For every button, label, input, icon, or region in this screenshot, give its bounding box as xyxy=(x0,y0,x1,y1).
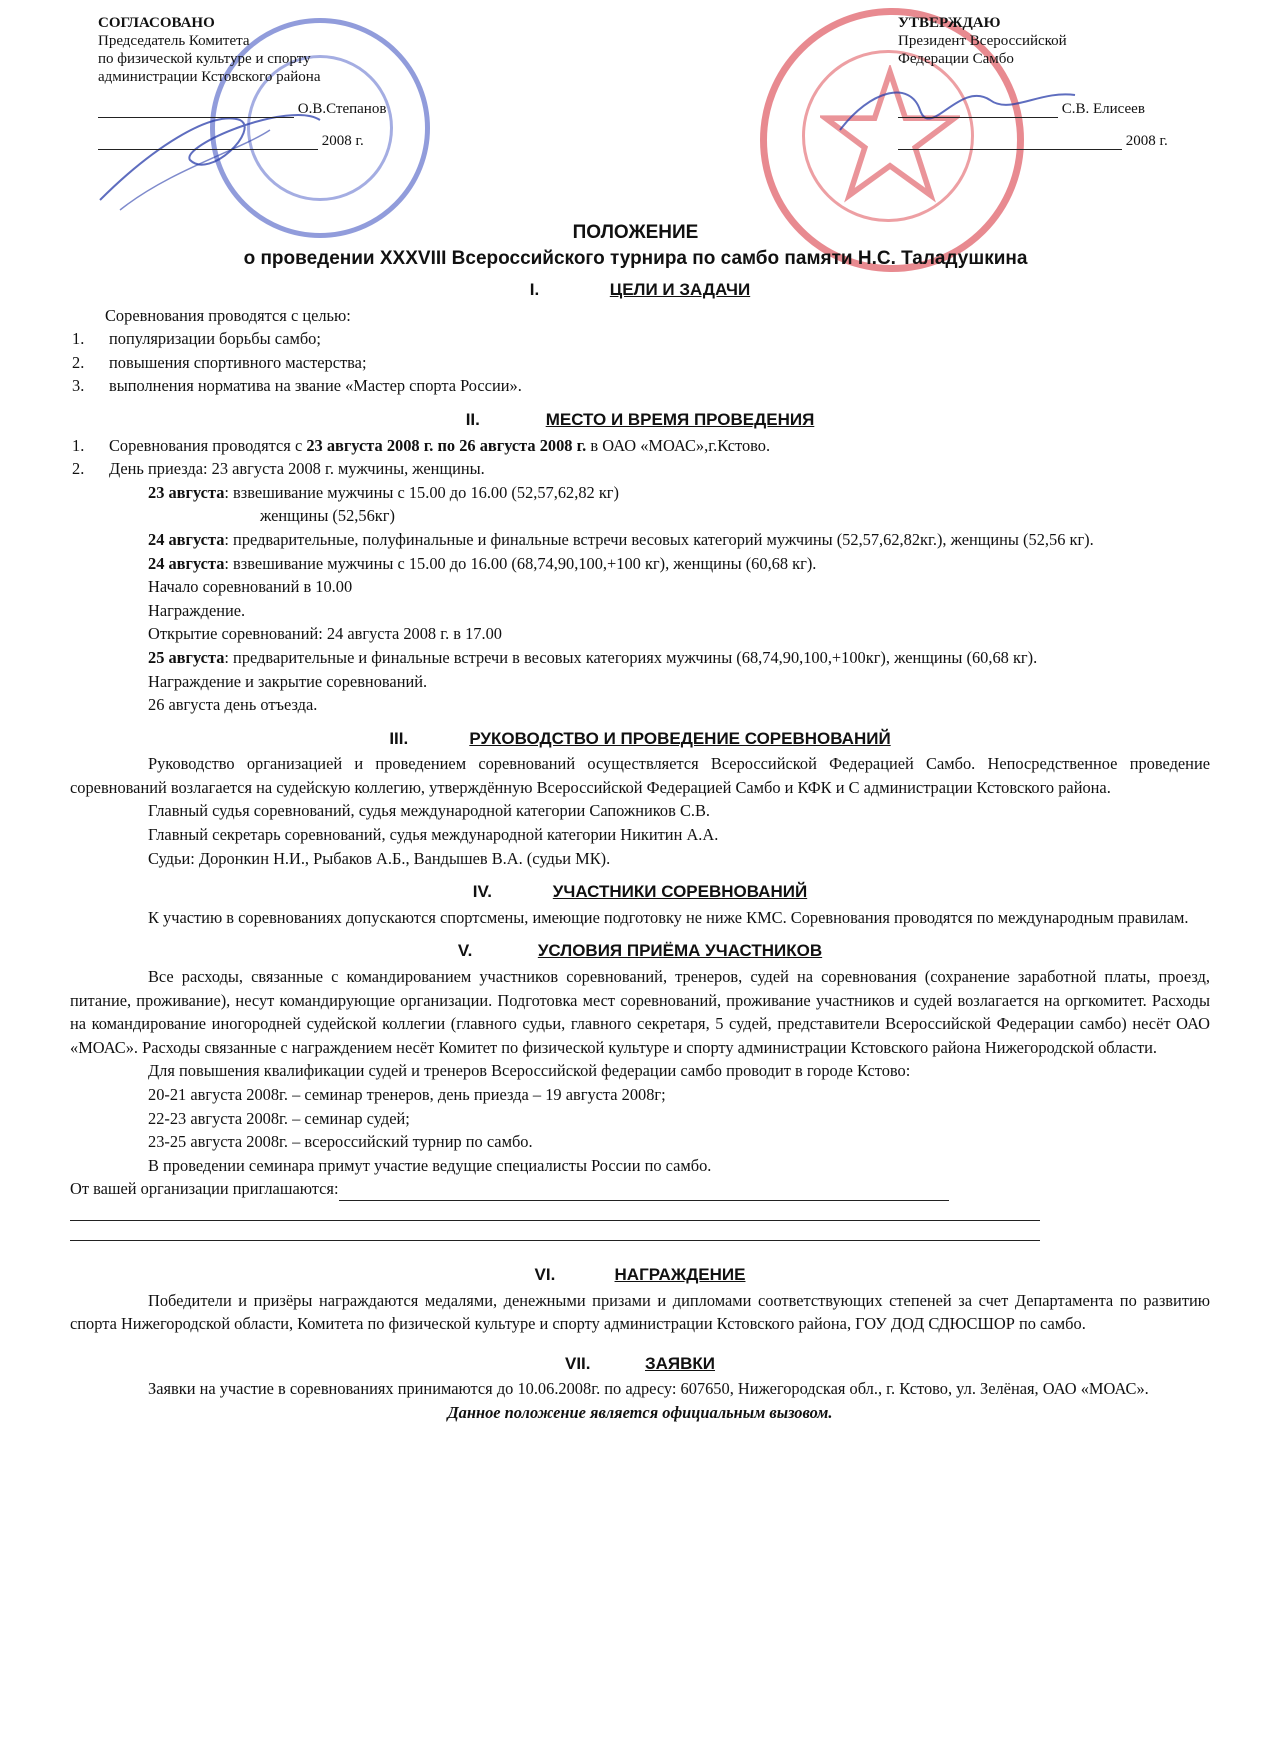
approval-line: Председатель Комитета xyxy=(98,33,250,49)
section-heading-4: IV. УЧАСТНИКИ СОРЕВНОВАНИЙ xyxy=(472,882,808,902)
list-item: 2. повышения спортивного мастерства; xyxy=(72,352,367,372)
signature-line xyxy=(898,103,1058,118)
paragraph: Главный судья соревнований, судья международной категории Сапожников С.В. xyxy=(148,801,711,821)
signer-name-right: С.В. Елисеев xyxy=(1061,101,1145,117)
paragraph: Главный секретарь соревнований, судья международной категории Никитин А.А. xyxy=(148,825,719,845)
paragraph: 22-23 августа 2008г. – семинар судей; xyxy=(148,1108,410,1128)
section-heading-7: VII. ЗАЯВКИ xyxy=(564,1353,716,1373)
paragraph: К участию в соревнованиях допускаются спортсмены, имеющие подготовку не ниже КМС. Соревнования проводятся по международным правилам. xyxy=(148,907,1189,927)
date-right: 2008 г. xyxy=(1125,133,1168,149)
paragraph: Победители и призёры награждаются медалями, денежными призами и дипломами соответствующих степеней за счет Департамента по развитию спорта Нижегородской области, Комитета по физической культуре и спорту администрации Кстовского района, ГОУ ДОД СДЮСШОР по самбо. xyxy=(70,1290,1210,1334)
document-body xyxy=(70,272,1210,1425)
approval-title-right: УТВЕРЖДАЮ xyxy=(898,15,1001,31)
paragraph: Заявки на участие в соревнованиях принимаются до 10.06.2008г. по адресу: 607650, Нижегородская обл., г. Кстово, ул. Зелёная, ОАО «МОАС». xyxy=(148,1379,1149,1399)
blank-field xyxy=(339,1184,949,1201)
section-heading-3: III. РУКОВОДСТВО И ПРОВЕДЕНИЕ СОРЕВНОВАНИЙ xyxy=(389,728,891,748)
approval-line: администрации Кстовского района xyxy=(98,69,321,85)
approval-line: Президент Всероссийской xyxy=(898,33,1067,49)
list-item: 1. Соревнования проводятся с 23 августа 2008 г. по 26 августа 2008 г. в ОАО «МОАС»,г.Кстово. xyxy=(72,435,771,455)
approval-line: Федерации Самбо xyxy=(898,51,1014,67)
schedule-entry: Начало соревнований в 10.00 xyxy=(148,577,353,597)
schedule-entry: 23 августа: взвешивание мужчины с 15.00 до 16.00 (52,57,62,82 кг) xyxy=(148,482,619,502)
schedule-entry: 26 августа день отъезда. xyxy=(148,695,318,715)
list-item: 2. День приезда: 23 августа 2008 г. мужчины, женщины. xyxy=(72,459,485,479)
paragraph: В проведении семинара примут участие ведущие специалисты России по самбо. xyxy=(148,1155,712,1175)
paragraph: 20-21 августа 2008г. – семинар тренеров, день приезда – 19 августа 2008г; xyxy=(148,1085,666,1104)
paragraph: Все расходы, связанные с командированием участников соревнований, тренеров, судей на соревнования (сохранение заработной платы, проезд, питание, проживание), несут командирующие организации. Подготовка мест соревнований, проживание участников и судей возлагается на оргкомитет. Расходы на командирование иногородней судейской коллегии (главного судьи, главного секретаря, 5 судей, представители Всероссийской Федерации самбо) несёт ОАО «МОАС». Расходы связанные с награждением несёт Комитет по физической культуре и спорту администрации Кстовского района Нижегородской области. xyxy=(70,967,1210,1057)
final-note: Данное положение является официальным вызовом. xyxy=(447,1402,833,1422)
schedule-entry: 24 августа: предварительные, полуфинальные и финальные встречи весовых категорий мужчины (52,57,62,82кг.), женщины (52,56 кг). xyxy=(148,529,1094,549)
paragraph: Для повышения квалификации судей и тренеров Всероссийской федерации самбо проводит в городе Кстово: xyxy=(148,1061,911,1081)
document-subtitle: о проведении XXXVIII Всероссийского турнира по самбо памяти Н.С. Таладушкина xyxy=(243,248,1028,269)
blank-field xyxy=(70,1201,1040,1221)
section-heading-2: II. МЕСТО И ВРЕМЯ ПРОВЕДЕНИЯ xyxy=(465,409,815,429)
schedule-entry: Награждение. xyxy=(148,600,246,620)
paragraph: 23-25 августа 2008г. – всероссийский турнир по самбо. xyxy=(148,1132,533,1152)
paragraph: Руководство организацией и проведением соревнований осуществляется Всероссийской Федерацией Самбо. Непосредственное проведение соревнований возлагается на судейскую коллегию, утверждённую Всероссийской Федерацией Самбо и КФК и С администрации Кстовского района. xyxy=(70,754,1210,797)
paragraph: Соревнования проводятся с целью: xyxy=(105,305,351,325)
signer-name-left: О.В.Степанов xyxy=(297,101,387,117)
paragraph: Судьи: Доронкин Н.И., Рыбаков А.Б., Вандышев В.А. (судьи МК). xyxy=(148,848,611,868)
date-left: 2008 г. xyxy=(321,133,364,149)
approval-line: по физической культуре и спорту xyxy=(98,51,311,67)
blank-field xyxy=(70,1221,1040,1241)
approval-block-left xyxy=(98,14,386,150)
list-item: 1. популяризации борьбы самбо; xyxy=(72,329,321,349)
approval-title-left: СОГЛАСОВАНО xyxy=(98,15,215,31)
schedule-entry: Открытие соревнований: 24 августа 2008 г. в 17.00 xyxy=(148,624,502,644)
date-line xyxy=(898,135,1122,150)
section-heading-5: V. УСЛОВИЯ ПРИЁМА УЧАСТНИКОВ xyxy=(457,941,823,961)
schedule-entry: 25 августа: предварительные и финальные встречи в весовых категориях мужчины (68,74,90,100,+100кг), женщины (60,68 кг). xyxy=(148,647,1038,667)
list-item: 3. выполнения норматива на звание «Мастер спорта России». xyxy=(72,376,522,396)
document-title: ПОЛОЖЕНИЕ xyxy=(572,222,699,243)
invitation-line: От вашей организации приглашаются: xyxy=(70,1177,1210,1201)
schedule-entry: женщины (52,56кг) xyxy=(260,506,395,526)
section-heading-6: VI. НАГРАЖДЕНИЕ xyxy=(534,1264,746,1284)
schedule-entry: Награждение и закрытие соревнований. xyxy=(148,671,428,691)
signature-line xyxy=(98,103,294,118)
section-heading-1: I. ЦЕЛИ И ЗАДАЧИ xyxy=(529,280,751,299)
date-line xyxy=(98,135,318,150)
schedule-entry: 24 августа: взвешивание мужчины с 15.00 до 16.00 (68,74,90,100,+100 кг), женщины (60,68 кг). xyxy=(148,553,817,573)
approval-block-right xyxy=(898,14,1168,150)
